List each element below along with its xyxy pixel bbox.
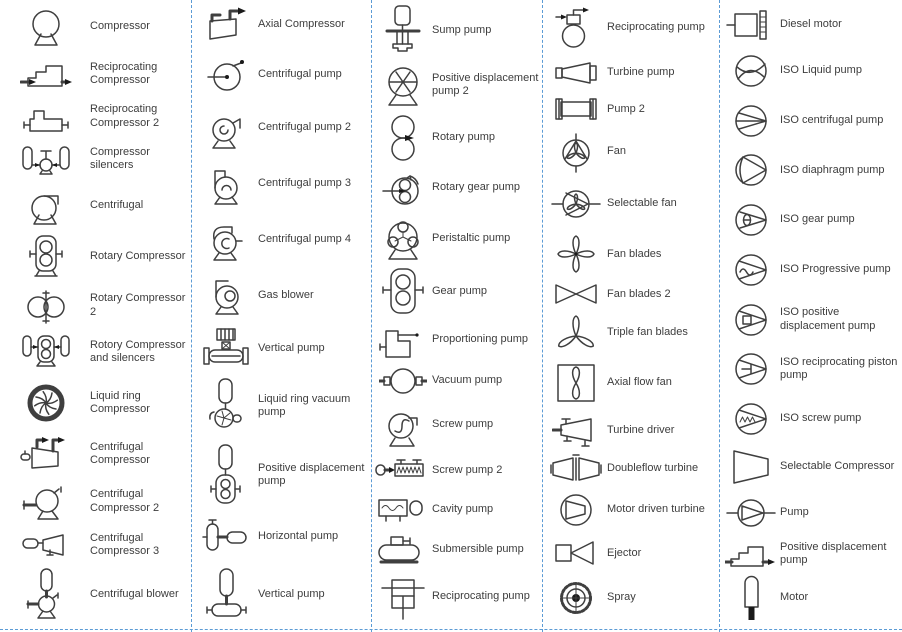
legend-item-proportioning-pump[interactable]: [374, 319, 542, 361]
symbol-column-3: [372, 0, 542, 632]
legend-item-iso-centrifugal-pump[interactable]: [722, 97, 902, 145]
fan-blades-icon: [545, 230, 607, 278]
sump-pump-icon: [374, 5, 432, 57]
legend-item-label: Positive displacement pump: [780, 541, 887, 567]
legend-item-label: Selectable Compressor: [780, 460, 895, 473]
motor-icon: [722, 574, 780, 622]
legend-item-centrifugal-compressor[interactable]: [2, 432, 191, 476]
proportioning-pump-icon: [374, 319, 432, 361]
legend-item-centrifugal-pump-4[interactable]: [194, 217, 371, 263]
compressor-icon: [2, 5, 90, 49]
legend-item-compressor[interactable]: [2, 5, 191, 49]
legend-item-submersible-pump[interactable]: [374, 531, 542, 569]
legend-item-turbine-driver[interactable]: [545, 409, 719, 451]
legend-item-label: Pump: [780, 505, 809, 518]
fan-blades-2-icon: [545, 281, 607, 307]
centrifugal-pump-2-icon: [194, 105, 258, 151]
legend-item-axial-compressor[interactable]: [194, 5, 371, 45]
legend-item-vertical-pump-2[interactable]: [194, 568, 371, 622]
legend-item-label: Screw pump 2: [432, 463, 503, 476]
legend-item-doubleflow-turbine[interactable]: [545, 454, 719, 484]
legend-item-screw-pump[interactable]: [374, 401, 542, 449]
legend-item-centrifugal-compressor-3[interactable]: [2, 527, 191, 563]
legend-item-label: Spray: [607, 591, 636, 604]
legend-item-pump-2[interactable]: [545, 94, 719, 124]
pump-icon: [722, 491, 780, 535]
legend-item-label: Centrifugal pump 4: [258, 232, 351, 245]
legend-item-vertical-pump[interactable]: [194, 328, 371, 368]
rotory-compressor-and-silencers-icon: [2, 330, 90, 374]
legend-item-rotary-gear-pump[interactable]: [374, 165, 542, 211]
legend-item-label: Compressor silencers: [90, 146, 150, 172]
legend-item-label: Reciprocating Compressor 2: [90, 103, 160, 129]
symbol-column-5: [720, 0, 902, 632]
legend-item-label: Centrifugal Compressor 3: [90, 532, 160, 558]
vertical-pump-icon: [194, 328, 258, 368]
legend-item-selectable-fan[interactable]: [545, 180, 719, 228]
diesel-motor-icon: [722, 5, 780, 45]
symbol-column-4: [543, 0, 719, 632]
legend-item-pump[interactable]: [722, 491, 902, 535]
iso-liquid-pump-icon: [722, 47, 780, 95]
legend-item-positive-displacement-pump-3[interactable]: [722, 536, 902, 572]
reciprocating-pump-icon: [374, 572, 432, 622]
legend-item-label: Peristaltic pump: [432, 232, 511, 245]
legend-item-label: Centrifugal Compressor 2: [90, 488, 160, 514]
legend-item-label: Centrifugal Compressor: [90, 440, 150, 466]
doubleflow-turbine-icon: [545, 454, 607, 484]
legend-item-label: Fan blades 2: [607, 287, 671, 300]
legend-item-centrifugal-pump-2[interactable]: [194, 105, 371, 151]
legend-item-iso-screw-pump[interactable]: [722, 395, 902, 443]
legend-item-label: Axial Compressor: [258, 18, 345, 31]
legend-item-label: Rotary Compressor 2: [90, 292, 186, 318]
legend-item-label: ISO gear pump: [780, 213, 855, 226]
legend-item-rotary-pump[interactable]: [374, 114, 542, 162]
legend-item-motor-driven-turbine[interactable]: [545, 487, 719, 533]
legend-item-label: Diesel motor: [780, 18, 842, 31]
legend-item-label: Gas blower: [258, 288, 314, 301]
legend-item-iso-reciprocating-piston-pump[interactable]: [722, 345, 902, 393]
legend-item-fan[interactable]: [545, 127, 719, 177]
legend-item-label: Rotary gear pump: [432, 181, 521, 194]
legend-item-label: Selectable fan: [607, 197, 677, 210]
legend-item-label: Vacuum pump: [432, 374, 503, 387]
screw-pump-2-icon: [374, 452, 432, 488]
legend-item-label: Screw pump: [432, 418, 494, 431]
legend-item-label: Reciprocating Compressor: [90, 60, 158, 86]
centrifugal-compressor-icon: [2, 432, 90, 476]
legend-item-label: Fan blades: [607, 247, 662, 260]
iso-reciprocating-piston-pump-icon: [722, 345, 780, 393]
legend-item-label: Doubleflow turbine: [607, 462, 699, 475]
rotary-compressor-icon: [2, 233, 90, 281]
legend-item-label: Sump pump: [432, 24, 492, 37]
legend-item-label: Liquid ring Compressor: [90, 389, 150, 415]
rotary-gear-pump-icon: [374, 165, 432, 211]
legend-item-cavity-pump[interactable]: [374, 492, 542, 528]
legend-item-label: ISO reciprocating piston pump: [780, 356, 898, 382]
legend-item-reciprocating-compressor-2[interactable]: [2, 99, 191, 135]
legend-item-label: Horizontal pump: [258, 530, 339, 543]
legend-item-iso-progressive-pump[interactable]: [722, 246, 902, 294]
peristaltic-pump-icon: [374, 214, 432, 264]
legend-item-label: Triple fan blades: [607, 326, 688, 339]
legend-item-label: Rotary Compressor: [90, 250, 186, 263]
legend-item-label: Vertical pump: [258, 588, 325, 601]
legend-item-label: ISO Liquid pump: [780, 64, 862, 77]
legend-item-spray[interactable]: [545, 574, 719, 622]
legend-item-label: Positive displacement pump: [258, 461, 365, 488]
positive-displacement-pump-2-icon: [374, 60, 432, 110]
legend-item-positive-displacement-pump-2[interactable]: [374, 60, 542, 110]
legend-item-label: Positive displacement pump 2: [432, 72, 539, 98]
vacuum-pump-icon: [374, 364, 432, 398]
legend-item-sump-pump[interactable]: [374, 5, 542, 57]
pump-2-icon: [545, 94, 607, 124]
legend-item-label: ISO Progressive pump: [780, 263, 891, 276]
legend-item-liquid-ring-compressor[interactable]: [2, 379, 191, 427]
legend-item-centrifugal-compressor-2[interactable]: [2, 481, 191, 523]
legend-item-label: Vertical pump: [258, 341, 325, 354]
liquid-ring-compressor-icon: [2, 379, 90, 427]
legend-item-centrifugal-blower[interactable]: [2, 568, 191, 622]
centrifugal-blower-icon: [2, 568, 90, 622]
legend-item-horizontal-pump[interactable]: [194, 516, 371, 558]
legend-item-reciprocating-pump[interactable]: [374, 572, 542, 622]
symbol-column-2: [192, 0, 371, 632]
legend-item-label: Centrifugal pump: [258, 68, 342, 81]
screw-pump-icon: [374, 401, 432, 449]
iso-gear-pump-icon: [722, 196, 780, 244]
legend-item-label: Motor driven turbine: [607, 502, 705, 515]
legend-item-label: Gear pump: [432, 284, 488, 297]
rotary-pump-icon: [374, 114, 432, 162]
centrifugal-pump-3-icon: [194, 161, 258, 207]
rotary-compressor-2-icon: [2, 286, 90, 326]
symbol-column-1: [0, 0, 191, 632]
turbine-driver-icon: [545, 409, 607, 451]
reciprocating-pump-2-icon: [545, 5, 607, 51]
legend-item-label: Centrifugal pump 3: [258, 177, 351, 190]
legend-item-label: Pump 2: [607, 102, 645, 115]
legend-item-ejector[interactable]: [545, 535, 719, 571]
legend-item-label: Submersible pump: [432, 543, 524, 556]
legend-item-label: Proportioning pump: [432, 332, 529, 345]
ejector-icon: [545, 535, 607, 571]
legend-item-label: Rotary pump: [432, 130, 495, 143]
legend-item-turbine-pump[interactable]: [545, 54, 719, 92]
motor-driven-turbine-icon: [545, 487, 607, 533]
legend-item-iso-diaphragm-pump[interactable]: [722, 146, 902, 194]
legend-item-rotory-compressor-and-silencers[interactable]: [2, 330, 191, 374]
legend-item-positive-displacement-pump[interactable]: [194, 444, 371, 506]
selectable-compressor-icon: [722, 445, 780, 489]
legend-item-label: ISO positive displacement pump: [780, 306, 876, 332]
legend-item-reciprocating-pump-2[interactable]: [545, 5, 719, 51]
legend-item-label: ISO diaphragm pump: [780, 163, 885, 176]
liquid-ring-vacuum-pump-icon: [194, 378, 258, 434]
centrifugal-compressor-3-icon: [2, 527, 90, 563]
legend-item-label: ISO centrifugal pump: [780, 113, 884, 126]
positive-displacement-pump-icon: [194, 444, 258, 506]
legend-item-label: ISO screw pump: [780, 412, 862, 425]
legend-item-label: Compressor: [90, 20, 150, 33]
legend-item-liquid-ring-vacuum-pump[interactable]: [194, 378, 371, 434]
gas-blower-icon: [194, 272, 258, 318]
legend-item-label: Liquid ring vacuum pump: [258, 393, 351, 419]
legend-item-vacuum-pump[interactable]: [374, 364, 542, 398]
legend-item-reciprocating-compressor[interactable]: [2, 54, 191, 94]
centrifugal-pump-4-icon: [194, 217, 258, 263]
legend-item-label: Motor: [780, 591, 809, 604]
legend-item-selectable-compressor[interactable]: [722, 445, 902, 489]
legend-item-screw-pump-2[interactable]: [374, 452, 542, 488]
triple-fan-blades-icon: [545, 310, 607, 356]
centrifugal-compressor-2-icon: [2, 481, 90, 523]
turbine-pump-icon: [545, 54, 607, 92]
legend-item-gear-pump[interactable]: [374, 267, 542, 315]
gear-pump-icon: [374, 267, 432, 315]
legend-item-label: Cavity pump: [432, 502, 494, 515]
positive-displacement-pump-3-icon: [722, 536, 780, 572]
legend-item-rotary-compressor[interactable]: [2, 233, 191, 281]
legend-item-iso-positive-displacement-pump[interactable]: [722, 296, 902, 344]
legend-item-label: Turbine driver: [607, 423, 675, 436]
iso-progressive-pump-icon: [722, 246, 780, 294]
legend-item-centrifugal-pump-3[interactable]: [194, 161, 371, 207]
legend-item-iso-gear-pump[interactable]: [722, 196, 902, 244]
legend-item-label: Centrifugal blower: [90, 588, 179, 601]
legend-item-motor[interactable]: [722, 574, 902, 622]
spray-icon: [545, 574, 607, 622]
submersible-pump-icon: [374, 531, 432, 569]
reciprocating-compressor-2-icon: [2, 99, 90, 135]
legend-item-gas-blower[interactable]: [194, 272, 371, 318]
axial-flow-fan-icon: [545, 359, 607, 407]
horizontal-pump-icon: [194, 516, 258, 558]
legend-item-label: Ejector: [607, 546, 642, 559]
iso-screw-pump-icon: [722, 395, 780, 443]
reciprocating-compressor-icon: [2, 54, 90, 94]
compressor-silencers-icon: [2, 139, 90, 179]
axial-compressor-icon: [194, 5, 258, 45]
cavity-pump-icon: [374, 492, 432, 528]
centrifugal-icon: [2, 184, 90, 228]
legend-item-label: Reciprocating pump: [607, 21, 705, 34]
legend-item-centrifugal-pump[interactable]: [194, 55, 371, 95]
legend-item-diesel-motor[interactable]: [722, 5, 902, 45]
legend-item-triple-fan-blades[interactable]: [545, 310, 719, 356]
bottom-separator: [0, 629, 902, 630]
vertical-pump-2-icon: [194, 568, 258, 622]
selectable-fan-icon: [545, 180, 607, 228]
legend-item-centrifugal[interactable]: [2, 184, 191, 228]
legend-item-label: Centrifugal pump 2: [258, 121, 351, 134]
legend-item-rotary-compressor-2[interactable]: [2, 286, 191, 326]
legend-item-compressor-silencers[interactable]: [2, 139, 191, 179]
legend-item-label: Centrifugal: [90, 199, 144, 212]
iso-diaphragm-pump-icon: [722, 146, 780, 194]
legend-item-label: Reciprocating pump: [432, 590, 530, 603]
legend-item-label: Rotory Compressor and silencers: [90, 339, 186, 365]
legend-item-label: Fan: [607, 145, 626, 158]
iso-positive-displacement-pump-icon: [722, 296, 780, 344]
legend-item-iso-liquid-pump[interactable]: [722, 47, 902, 95]
legend-item-axial-flow-fan[interactable]: [545, 359, 719, 407]
legend-item-fan-blades-2[interactable]: [545, 281, 719, 307]
legend-item-fan-blades[interactable]: [545, 230, 719, 278]
iso-centrifugal-pump-icon: [722, 97, 780, 145]
centrifugal-pump-icon: [194, 55, 258, 95]
legend-item-peristaltic-pump[interactable]: [374, 214, 542, 264]
fan-icon: [545, 127, 607, 177]
legend-item-label: Turbine pump: [607, 66, 675, 79]
legend-item-label: Axial flow fan: [607, 375, 672, 388]
